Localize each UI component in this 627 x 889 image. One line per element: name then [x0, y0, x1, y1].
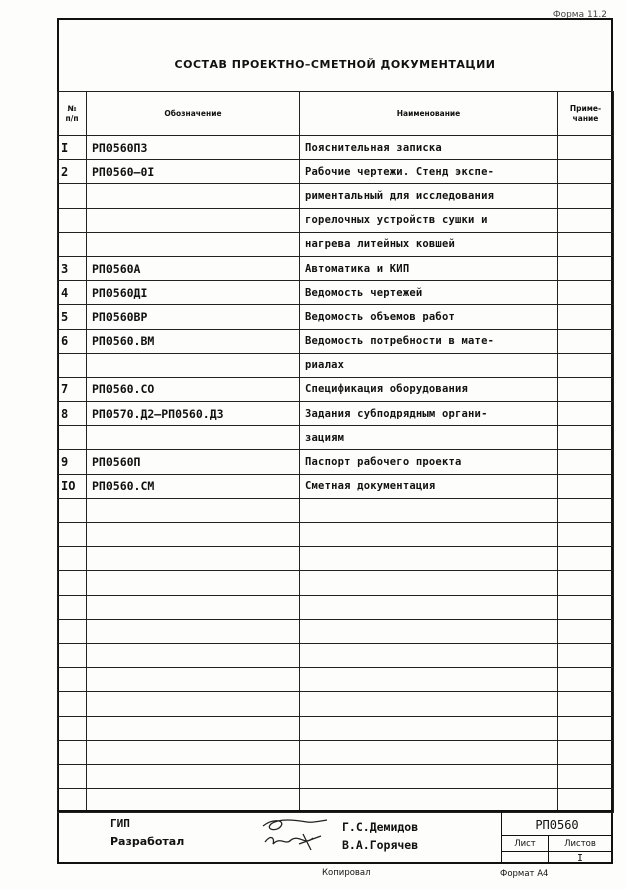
stamp-divider [501, 835, 613, 836]
row-number: 4 [58, 281, 87, 305]
row-name [300, 692, 558, 716]
role-chief-engineer: ГИП [110, 817, 130, 830]
row-note [558, 208, 614, 232]
row-note [558, 474, 614, 498]
row-name: Ведомость потребности в мате- [300, 329, 558, 353]
row-name: Автоматика и КИП [300, 256, 558, 280]
row-number [58, 208, 87, 232]
table-row [58, 692, 614, 716]
row-designation [87, 523, 300, 547]
row-designation: РП0560П [87, 450, 300, 474]
row-note [558, 160, 614, 184]
row-designation: РП0560.ВМ [87, 329, 300, 353]
row-designation [87, 232, 300, 256]
row-number [58, 643, 87, 667]
table-header-row [58, 92, 614, 136]
row-note [558, 402, 614, 426]
table-row [58, 281, 614, 305]
documentation-table [57, 91, 614, 813]
row-designation: РП0560А [87, 256, 300, 280]
row-number [58, 668, 87, 692]
row-name [300, 571, 558, 595]
table-row [58, 450, 614, 474]
row-note [558, 305, 614, 329]
header-note-line1: Приме- [569, 103, 602, 113]
row-note [558, 764, 614, 788]
row-note [558, 692, 614, 716]
row-number: 5 [58, 305, 87, 329]
row-designation [87, 716, 300, 740]
row-note [558, 498, 614, 522]
row-note [558, 256, 614, 280]
row-name: риментальный для исследования [300, 184, 558, 208]
row-note [558, 136, 614, 160]
table-row [58, 402, 614, 426]
row-note [558, 547, 614, 571]
sheet-label: Лист [514, 839, 536, 849]
row-note [558, 184, 614, 208]
stamp-sheet-line [501, 851, 613, 852]
row-number [58, 498, 87, 522]
sheets-label: Листов [564, 839, 596, 849]
row-designation [87, 353, 300, 377]
paper-format-label: Формат А4 [500, 869, 549, 879]
row-note [558, 740, 614, 764]
document-title: СОСТАВ ПРОЕКТНО–СМЕТНОЙ ДОКУМЕНТАЦИИ [174, 58, 496, 71]
row-note [558, 353, 614, 377]
row-name: Сметная документация [300, 474, 558, 498]
copied-by-label: Копировал [322, 868, 371, 878]
row-designation: РП0560ВР [87, 305, 300, 329]
row-number: 3 [58, 256, 87, 280]
row-designation [87, 643, 300, 667]
row-number [58, 547, 87, 571]
row-number [58, 692, 87, 716]
table-row [58, 184, 614, 208]
table-row [58, 498, 614, 522]
stamp-document-code: РП0560 [535, 818, 579, 832]
row-note [558, 426, 614, 450]
role-developer: Разработал [110, 835, 185, 848]
row-number: 8 [58, 402, 87, 426]
row-name [300, 716, 558, 740]
row-number: 6 [58, 329, 87, 353]
table-row [58, 764, 614, 788]
row-designation: РП0560.СО [87, 377, 300, 401]
row-designation: РП0560ДI [87, 281, 300, 305]
row-number [58, 740, 87, 764]
row-number [58, 595, 87, 619]
row-designation [87, 426, 300, 450]
row-name: Спецификация оборудования [300, 377, 558, 401]
row-note [558, 523, 614, 547]
header-note [558, 92, 614, 136]
row-designation [87, 740, 300, 764]
row-name: горелочных устройств сушки и [300, 208, 558, 232]
header-number [58, 92, 87, 136]
row-number: 9 [58, 450, 87, 474]
table-row [58, 353, 614, 377]
table-row [58, 256, 614, 280]
row-note [558, 716, 614, 740]
header-note-line2: чание [572, 113, 599, 123]
handwritten-signature [255, 812, 335, 857]
table-row [58, 160, 614, 184]
person-chief-engineer: Г.С.Демидов [342, 820, 419, 834]
row-name: нагрева литейных ковшей [300, 232, 558, 256]
table-row [58, 571, 614, 595]
row-number [58, 523, 87, 547]
row-name: Ведомость объемов работ [300, 305, 558, 329]
row-name: зациям [300, 426, 558, 450]
row-designation [87, 571, 300, 595]
table-row [58, 377, 614, 401]
row-number [58, 232, 87, 256]
table-row [58, 668, 614, 692]
table-row [58, 329, 614, 353]
row-designation [87, 184, 300, 208]
row-number: 7 [58, 377, 87, 401]
row-number [58, 426, 87, 450]
table-row [58, 474, 614, 498]
row-name [300, 764, 558, 788]
row-note [558, 668, 614, 692]
table-row [58, 643, 614, 667]
row-note [558, 377, 614, 401]
row-number [58, 184, 87, 208]
table-row [58, 232, 614, 256]
row-note [558, 643, 614, 667]
row-number: 2 [58, 160, 87, 184]
person-developer: В.А.Горячев [342, 838, 419, 852]
table-row [58, 595, 614, 619]
row-name [300, 668, 558, 692]
row-note [558, 232, 614, 256]
table-row [58, 208, 614, 232]
row-number: I [58, 136, 87, 160]
row-note [558, 329, 614, 353]
row-designation [87, 498, 300, 522]
row-note [558, 619, 614, 643]
header-name: Наименование [300, 92, 558, 136]
row-note [558, 571, 614, 595]
header-designation: Обозначение [87, 92, 300, 136]
row-designation: РП0570.Д2–РП0560.Д3 [87, 402, 300, 426]
row-name: Пояснительная записка [300, 136, 558, 160]
form-number-label: Форма 11.2 [552, 10, 607, 20]
row-designation: РП0560ПЗ [87, 136, 300, 160]
table-row [58, 136, 614, 160]
row-name [300, 498, 558, 522]
row-number [58, 353, 87, 377]
row-name [300, 523, 558, 547]
row-number [58, 619, 87, 643]
row-designation: РП0560–0I [87, 160, 300, 184]
row-name [300, 547, 558, 571]
header-number-line2: п/п [65, 113, 79, 123]
row-name [300, 740, 558, 764]
row-note [558, 450, 614, 474]
row-name [300, 595, 558, 619]
row-number [58, 716, 87, 740]
row-designation [87, 595, 300, 619]
row-name: Рабочие чертежи. Стенд экспе- [300, 160, 558, 184]
row-number [58, 764, 87, 788]
row-name: риалах [300, 353, 558, 377]
table-row [58, 619, 614, 643]
table-row [58, 426, 614, 450]
table-body [58, 136, 614, 813]
header-number-line1: № [67, 103, 77, 113]
row-number [58, 571, 87, 595]
row-designation [87, 208, 300, 232]
row-designation [87, 619, 300, 643]
row-name: Паспорт рабочего проекта [300, 450, 558, 474]
row-name [300, 619, 558, 643]
row-name: Ведомость чертежей [300, 281, 558, 305]
row-name [300, 643, 558, 667]
row-note [558, 281, 614, 305]
row-designation [87, 764, 300, 788]
sheets-count: I [576, 853, 584, 864]
row-designation [87, 692, 300, 716]
row-designation [87, 547, 300, 571]
table-row [58, 523, 614, 547]
table-row [58, 305, 614, 329]
row-name: Задания субподрядным органи- [300, 402, 558, 426]
table-row [58, 716, 614, 740]
row-designation [87, 668, 300, 692]
row-number: IO [58, 474, 87, 498]
row-note [558, 595, 614, 619]
table-row [58, 547, 614, 571]
table-row [58, 740, 614, 764]
row-designation: РП0560.СМ [87, 474, 300, 498]
